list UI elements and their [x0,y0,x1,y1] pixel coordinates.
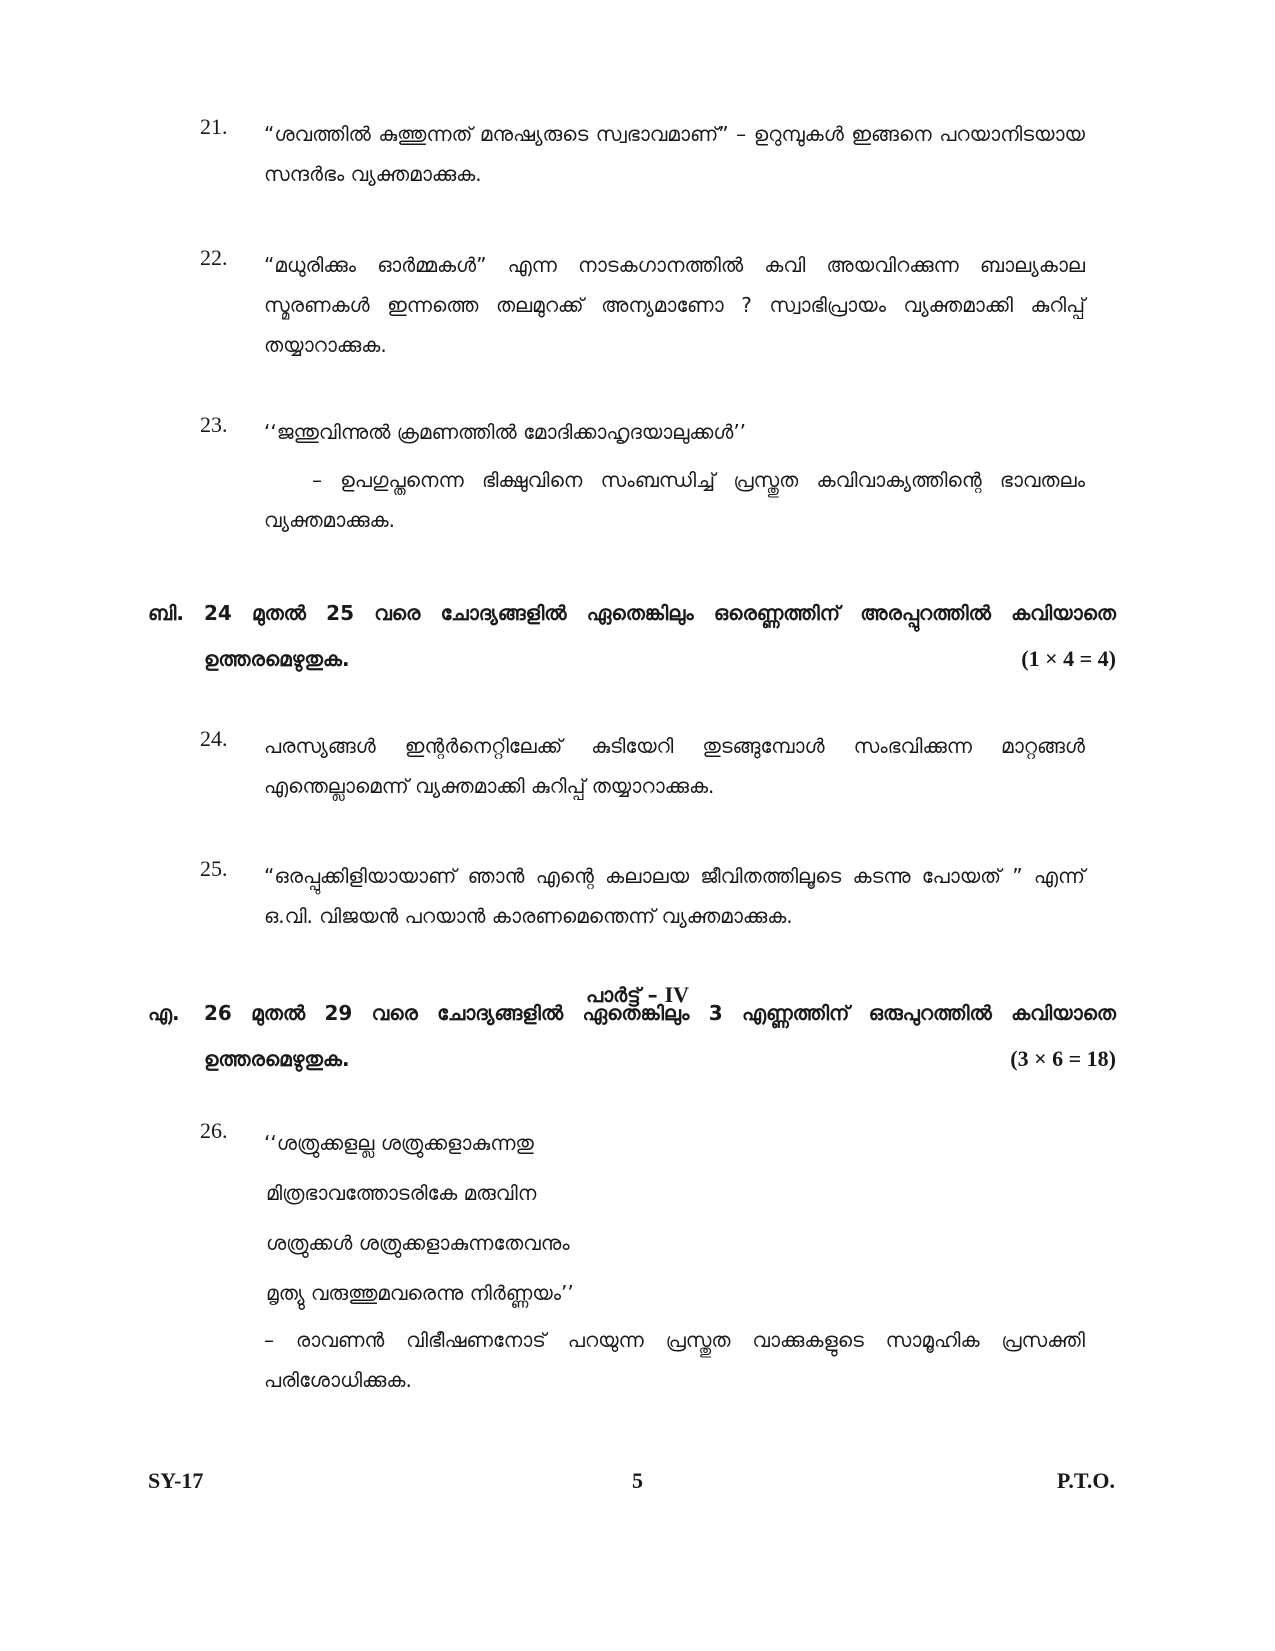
verse-line: ശത്രുക്കൾ ശത്രുക്കളാകുന്നതേവനും [266,1231,570,1255]
question-text: “ഒരപ്പുക്കിളിയായാണ് ഞാൻ എന്റെ കലാലയ ജീവിതത്തിലൂടെ കടന്നു പോയത് ” എന്ന് ഒ.വി. വിജയൻ പറയാൻ കാരണമെന്തെന്ന് വ്യക്തമാക്കുക. [264,864,1085,928]
question-text: – രാവണൻ വിഭീഷണനോട് പറയുന്ന പ്രസ്തുത വാക്കുകളുടെ സാമൂഹിക പ്രസക്തി പരിശോധിക്കുക. [264,1328,1085,1392]
section-label: എ. [148,1001,180,1025]
question-text: “ശവത്തിൽ കുത്തുന്നത് മനുഷ്യരുടെ സ്വഭാവമാണ്” – ഉറുമ്പുകൾ ഇങ്ങനെ പറയാനിടയായ സന്ദർഭം വ്യക്തമാക്കുക. [264,122,1085,186]
please-turn-over: P.T.O. [1056,1468,1115,1493]
question-quote: ‘‘ജന്തുവിന്നുൽ ക്രമണത്തിൽ മോദിക്കാഹൃദയാലുക്കൾ’’ [264,420,747,444]
part-roman-numeral: IV [664,982,690,1007]
question-text: പരസ്യങ്ങൾ ഇന്റർനെറ്റിലേക്ക് കുടിയേറി തുടങ്ങുമ്പോൾ സംഭവിക്കുന്ന മാറ്റങ്ങൾ എന്തെല്ലാമെന്ന് വ്യക്തമാക്കി കുറിപ്പ് തയ്യാറാക്കുക. [264,734,1085,798]
verse-line: മൃത്യു വരുത്തുമവരെന്നു നിർണ്ണയം’’ [266,1281,574,1305]
question-number: 24. [200,726,228,751]
section-b-instructions [148,590,1116,682]
marks-allocation: (1 × 4 = 4) [1021,646,1116,671]
section-text: 26 മുതൽ 29 വരെ ചോദ്യങ്ങളിൽ ഏതെങ്കിലും 3 എണ്ണത്തിന് ഒരുപുറത്തിൽ കവിയാതെ ഉത്തരമെഴുതുക. [204,1001,1116,1071]
question-number: 22. [200,245,228,270]
section-a-instructions [148,990,1116,1082]
verse-line: ‘‘ശത്രുക്കളല്ല ശത്രുക്കളാകുന്നതു [264,1131,534,1155]
part-label: പാർട്ട് – [585,983,658,1007]
section-text: 24 മുതൽ 25 വരെ ചോദ്യങ്ങളിൽ ഏതെങ്കിലും ഒരെണ്ണത്തിന് അരപ്പുറത്തിൽ കവിയാതെ ഉത്തരമെഴുതുക. [204,601,1116,671]
question-text: “മധുരിക്കും ഓർമ്മകൾ” എന്ന നാടകഗാനത്തിൽ കവി അയവിറക്കുന്ന ബാല്യകാല സ്മരണകൾ ഇന്നത്തെ തലമുറക്ക് അന്യമാണോ ? സ്വാഭിപ്രായം വ്യക്തമാക്കി കുറിപ്പ് തയ്യാറാക്കുക. [264,253,1085,357]
question-text: – ഉപഗുപ്തനെന്ന ഭിക്ഷുവിനെ സംബന്ധിച്ച് പ്രസ്തുത കവിവാക്യത്തിന്റെ ഭാവതലം വ്യക്തമാക്കുക. [264,468,1085,532]
question-number: 23. [200,412,228,437]
question-21 [200,114,1085,194]
question-26 [200,1118,1085,1400]
question-number: 26. [200,1118,228,1143]
exam-code: SY-17 [148,1468,204,1493]
question-25 [200,856,1085,936]
page-number: 5 [632,1468,643,1493]
question-number: 25. [200,856,228,881]
question-23 [200,412,1085,540]
verse-line: മിത്രഭാവത്തോടരികേ മരുവിന [266,1181,537,1205]
section-label: ബി. [148,601,184,625]
question-22 [200,245,1085,365]
question-number: 21. [200,114,228,139]
question-24 [200,726,1085,806]
marks-allocation: (3 × 6 = 18) [1010,1046,1116,1071]
